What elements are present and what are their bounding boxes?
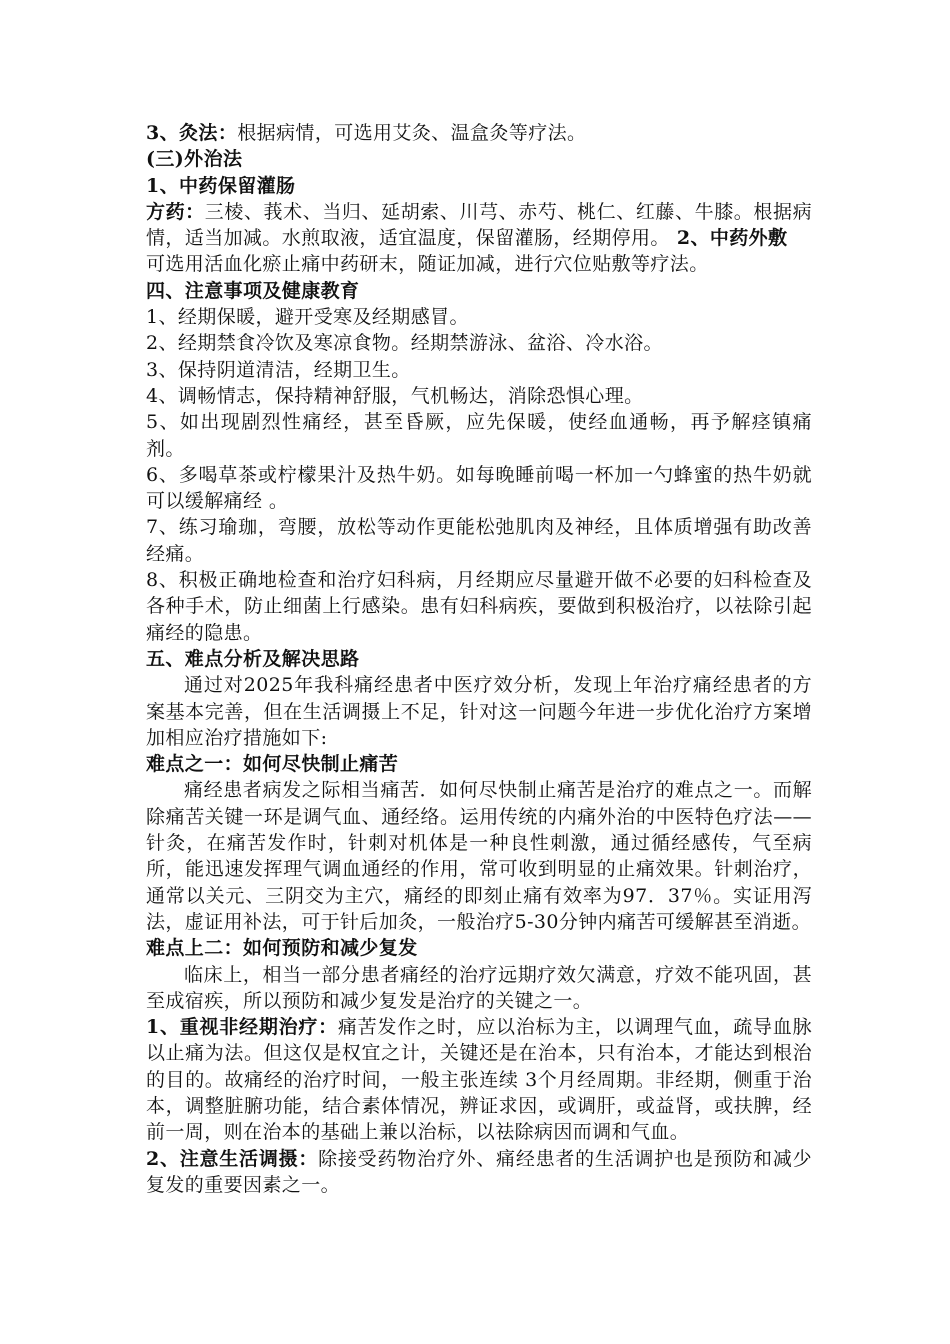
precaution-item-4: 4、调畅情志，保持精神舒服，气机畅达，消除恐惧心理。: [146, 384, 644, 407]
difficulty-two-heading: 难点上二：如何预防和减少复发: [146, 937, 418, 960]
precaution-item-6: 6、多喝草茶或柠檬果汁及热牛奶。如每晚睡前喝一杯加一勺蜂蜜的热牛奶就可以缓解痛经 。: [146, 463, 812, 513]
moxibustion-text: 根据病情，可选用艾灸、温盒灸等疗法。: [237, 122, 587, 144]
non-menstrual-text: 痛苦发作之时，应以治标为主，以调理气血，疏导血脉以止痛为法。但这仅是权宜之计，关键还是在治本，只有治本，才能达到根治的目的。故痛经的治疗时间，一般主张连续 3个月经周期。非经期，侧重于治本，调整脏腑功能，结合素体情况，辨证求因，或调肝，或益肾，或扶脾，经前一周，则在治本的基础上兼以治标，以祛除病因而调和气血。: [146, 1016, 812, 1144]
external-application-heading: 2、中药外敷: [669, 227, 788, 250]
moxibustion-paragraph: [146, 120, 812, 146]
precaution-item-1: 1、经期保暖，避开受寒及经期感冒。: [146, 306, 469, 329]
document-page: [146, 120, 812, 1198]
enema-heading: 1、中药保留灌肠: [146, 174, 296, 197]
external-application-text: 可选用活血化瘀止痛中药研末，随证加减，进行穴位贴敷等疗法。: [146, 253, 709, 276]
precaution-item-2: 2、经期禁食冷饮及寒凉食物。经期禁游泳、盆浴、冷水浴。: [146, 332, 663, 355]
difficulty-analysis-heading: 五、难点分析及解决思路: [146, 647, 360, 670]
difficulty-two-paragraph: 临床上，相当一部分患者痛经的治疗远期疗效欠满意，疗效不能巩固，甚至成宿疾，所以预防和减少复发是治疗的关键之一。: [146, 963, 812, 1012]
external-treatment-heading: (三)外治法: [146, 148, 243, 171]
precaution-item-3: 3、保持阴道清洁，经期卫生。: [146, 358, 411, 381]
precaution-item-8: 8、积极正确地检查和治疗妇科病，月经期应尽量避开做不必要的妇科检查及各种手术，防止细菌上行感染。患有妇科病疾，要做到积极治疗，以祛除引起痛经的隐患。: [146, 569, 812, 644]
lifestyle-text: 除接受药物治疗外、痛经患者的生活调护也是预防和减少复发的重要因素之一。: [146, 1147, 812, 1196]
difficulty-one-heading: 难点之一：如何尽快制止痛苦: [146, 753, 399, 776]
moxibustion-lead: 3、灸法：: [146, 122, 238, 144]
difficulty-one-paragraph: 痛经患者病发之际相当痛苦．如何尽快制止痛苦是治疗的难点之一。而解除痛苦关键一环是调气血、通经络。运用传统的内痛外治的中医特色疗法——针灸，在痛苦发作时，针刺对机体是一种良性刺激，通过循经感传，气至病所，能迅速发挥理气调血通经的作用，常可收到明显的止痛效果。针刺治疗，通常以关元、三阴交为主穴，痛经的即刻止痛有效率为97．37％。实证用泻法，虚证用补法，可于针后加灸，一般治疗5-30分钟内痛苦可缓解甚至消逝。: [146, 779, 812, 933]
lifestyle-care-paragraph: [146, 1146, 812, 1199]
non-menstrual-lead: 1、重视非经期治疗：: [146, 1016, 338, 1039]
non-menstrual-treatment-paragraph: [146, 1014, 812, 1145]
prescription-paragraph: [146, 199, 812, 252]
analysis-intro-paragraph: 通过对2025年我科痛经患者中医疗效分析，发现上年治疗痛经患者的方案基本完善，但在生活调摄上不足，针对这一问题今年进一步优化治疗方案增加相应治疗措施如下:: [146, 674, 812, 749]
precaution-item-7: 7、练习瑜珈，弯腰，放松等动作更能松弛肌肉及神经，且体质增强有助改善经痛。: [146, 516, 812, 565]
prescription-lead: 方药：: [146, 200, 205, 223]
precaution-item-5: 5、如出现剧烈性痛经，甚至昏厥，应先保暖，使经血通畅，再予解痉镇痛剂。: [146, 411, 812, 460]
prescription-text: 三棱、莪术、当归、延胡索、川芎、赤芍、桃仁、红藤、牛膝。根据病情，适当加减。水煎取液，适宜温度，保留灌肠，经期停用。: [146, 200, 812, 250]
precautions-heading: 四、注意事项及健康教育: [146, 279, 360, 302]
lifestyle-lead: 2、注意生活调摄：: [146, 1147, 319, 1170]
